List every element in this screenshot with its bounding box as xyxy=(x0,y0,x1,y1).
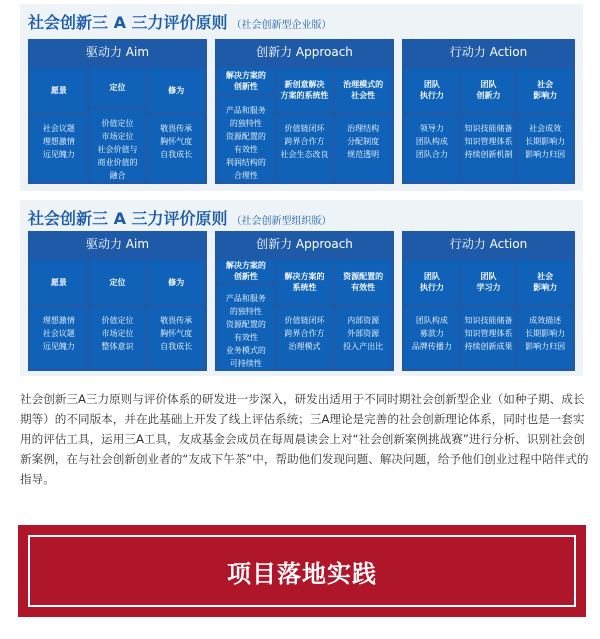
criteria-header-line: 影响力 xyxy=(533,91,558,100)
criteria-header xyxy=(31,260,87,304)
criteria-header-line: 修为 xyxy=(168,85,185,95)
group-aim xyxy=(28,231,207,371)
criteria-header-line: 执行力 xyxy=(419,283,444,292)
group-columns xyxy=(31,68,204,181)
group-approach xyxy=(215,231,394,371)
criteria-column xyxy=(277,260,333,368)
criteria-item: 知识技能储备 xyxy=(464,124,513,133)
criteria-header xyxy=(90,68,146,107)
criteria-header-line: 解决方案的 xyxy=(225,71,266,80)
criteria-column xyxy=(148,68,204,181)
criteria-items xyxy=(148,307,204,368)
criteria-header xyxy=(518,68,572,112)
criteria-item: 资源配置的 xyxy=(225,132,266,141)
panel-title: 社会创新三 A 三力评价原则 （社会创新型组织版） xyxy=(28,209,332,228)
criteria-item: 社会议题 xyxy=(42,124,75,133)
criteria-item: 长期影响力 xyxy=(525,137,566,146)
group-title: 创新力 Approach xyxy=(256,237,353,251)
criteria-items xyxy=(277,307,333,368)
criteria-item: 资源配置的 xyxy=(225,320,266,329)
criteria-item: 价值定位 xyxy=(101,119,134,128)
criteria-item: 治理模式 xyxy=(288,342,321,351)
criteria-header xyxy=(90,260,146,304)
criteria-items xyxy=(277,115,333,181)
criteria-item: 内部资源 xyxy=(347,316,380,325)
criteria-items xyxy=(218,285,274,369)
criteria-item: 敬畏传承 xyxy=(160,124,193,133)
criteria-header-line: 社会 xyxy=(537,80,554,89)
criteria-item: 理想激情 xyxy=(42,137,75,146)
criteria-item: 社会成效 xyxy=(529,124,562,133)
criteria-items xyxy=(90,307,146,368)
criteria-header xyxy=(218,260,274,282)
criteria-header xyxy=(335,260,391,304)
criteria-header xyxy=(218,68,274,94)
criteria-item: 产品和服务 xyxy=(225,106,266,115)
criteria-header-line: 方案的系统性 xyxy=(280,91,329,100)
criteria-header-line: 创新性 xyxy=(233,272,258,281)
criteria-items xyxy=(405,307,459,368)
criteria-items xyxy=(218,97,274,181)
banner-title: 项目落地实践 xyxy=(227,559,377,588)
evaluation-panel-enterprise xyxy=(20,4,583,191)
criteria-column xyxy=(405,68,459,181)
criteria-items xyxy=(90,110,146,181)
criteria-item: 社会价值与 xyxy=(97,145,138,154)
criteria-item: 融合 xyxy=(109,171,126,180)
criteria-header-line: 愿景 xyxy=(50,85,67,95)
criteria-header-line: 团队 xyxy=(423,80,440,89)
banner-frame xyxy=(28,535,576,607)
criteria-header-line: 愿景 xyxy=(50,277,67,287)
criteria-item: 团队构成 xyxy=(415,137,448,146)
criteria-item: 理想激情 xyxy=(42,316,75,325)
criteria-item: 整体意识 xyxy=(101,342,134,351)
criteria-items xyxy=(148,115,204,181)
criteria-header xyxy=(277,68,333,112)
criteria-column xyxy=(518,68,572,181)
criteria-column xyxy=(518,260,572,368)
criteria-items xyxy=(405,115,459,181)
group-title: 行动力 Action xyxy=(449,45,528,59)
criteria-header-line: 有效性 xyxy=(351,283,376,292)
criteria-header xyxy=(518,260,572,304)
criteria-item: 利润结构的 xyxy=(225,158,266,167)
criteria-item: 分配制度 xyxy=(347,137,380,146)
criteria-item: 的独特性 xyxy=(229,307,262,316)
criteria-column xyxy=(218,260,274,368)
criteria-column xyxy=(277,68,333,181)
criteria-items xyxy=(462,115,516,181)
criteria-items xyxy=(462,307,516,368)
criteria-item: 价值定位 xyxy=(101,316,134,325)
project-practice-banner xyxy=(18,525,586,617)
group-title: 驱动力 Aim xyxy=(85,45,150,59)
criteria-item: 产品和服务 xyxy=(225,294,266,303)
criteria-column xyxy=(462,68,516,181)
criteria-column xyxy=(218,68,274,181)
criteria-item: 外部资源 xyxy=(347,329,380,338)
group-title: 行动力 Action xyxy=(449,237,528,251)
criteria-item: 影响力归因 xyxy=(525,150,566,159)
criteria-header xyxy=(277,260,333,304)
criteria-item: 成效描述 xyxy=(529,316,562,325)
criteria-item: 自我成长 xyxy=(160,342,193,351)
criteria-item: 业务模式的 xyxy=(225,346,266,355)
criteria-header-line: 团队 xyxy=(480,272,497,281)
criteria-item: 自我成长 xyxy=(160,150,193,159)
criteria-header-line: 社会性 xyxy=(351,91,376,100)
criteria-item: 跨界合作方 xyxy=(284,329,325,338)
criteria-item: 投入产出比 xyxy=(343,342,384,351)
criteria-column xyxy=(335,68,391,181)
criteria-header xyxy=(462,260,516,304)
criteria-header xyxy=(148,260,204,304)
criteria-item: 治理结构 xyxy=(347,124,380,133)
criteria-items xyxy=(518,307,572,368)
criteria-item: 社会生态改良 xyxy=(280,150,329,159)
group-action xyxy=(402,231,575,371)
criteria-item: 持续创新机制 xyxy=(464,150,513,159)
criteria-header-line: 定位 xyxy=(109,277,126,287)
criteria-header xyxy=(335,68,391,112)
criteria-item: 领导力 xyxy=(419,124,444,133)
criteria-header-line: 修为 xyxy=(168,277,185,287)
criteria-item: 敬畏传承 xyxy=(160,316,193,325)
panel-title: 社会创新三 A 三力评价原则 （社会创新型企业版） xyxy=(28,13,332,32)
criteria-item: 募款力 xyxy=(419,329,444,338)
criteria-item: 影响力归因 xyxy=(525,342,566,351)
criteria-items xyxy=(335,115,391,181)
group-columns xyxy=(218,260,391,368)
criteria-header xyxy=(148,68,204,112)
criteria-header-line: 创新力 xyxy=(476,91,501,100)
criteria-header xyxy=(462,68,516,112)
criteria-items xyxy=(518,115,572,181)
group-columns xyxy=(31,260,204,368)
criteria-column xyxy=(31,68,87,181)
criteria-item: 知识技能储备 xyxy=(464,316,513,325)
criteria-header xyxy=(31,68,87,112)
group-title: 驱动力 Aim xyxy=(85,237,150,251)
criteria-item: 合理性 xyxy=(233,171,258,180)
criteria-items xyxy=(31,115,87,181)
group-columns xyxy=(405,260,572,368)
criteria-column xyxy=(31,260,87,368)
criteria-header-line: 创新性 xyxy=(233,82,258,91)
criteria-item: 团队合力 xyxy=(415,150,448,159)
criteria-item: 有效性 xyxy=(233,333,258,342)
criteria-header xyxy=(405,68,459,112)
criteria-column xyxy=(90,68,146,181)
criteria-item: 知识管理体系 xyxy=(464,137,513,146)
criteria-header-line: 治理模式的 xyxy=(343,80,384,89)
criteria-item: 远见魄力 xyxy=(42,150,75,159)
criteria-item: 社会议题 xyxy=(42,329,75,338)
criteria-header-line: 新创意解决 xyxy=(284,80,325,89)
group-action xyxy=(402,39,575,184)
criteria-header-line: 资源配置的 xyxy=(343,272,384,281)
criteria-item: 持续创新成果 xyxy=(464,342,513,351)
criteria-item: 品牌传播力 xyxy=(411,342,452,351)
criteria-item: 跨界合作方 xyxy=(284,137,325,146)
criteria-item: 市场定位 xyxy=(101,132,134,141)
criteria-item: 商业价值的 xyxy=(97,158,138,167)
criteria-items xyxy=(31,307,87,368)
criteria-item: 可持续性 xyxy=(229,359,262,368)
criteria-item: 长期影响力 xyxy=(525,329,566,338)
evaluation-panel-organization xyxy=(20,200,583,376)
criteria-header-line: 团队 xyxy=(423,272,440,281)
criteria-items xyxy=(335,307,391,368)
group-title: 创新力 Approach xyxy=(256,45,353,59)
criteria-column xyxy=(462,260,516,368)
criteria-header-line: 学习力 xyxy=(476,283,501,292)
criteria-item: 远见魄力 xyxy=(42,342,75,351)
criteria-item: 市场定位 xyxy=(101,329,134,338)
panel-subtitle: （社会创新型组织版） xyxy=(231,216,332,227)
criteria-item: 有效性 xyxy=(233,145,258,154)
criteria-column xyxy=(405,260,459,368)
criteria-header-line: 社会 xyxy=(537,272,554,281)
criteria-item: 胸怀气度 xyxy=(160,329,193,338)
group-columns xyxy=(405,68,572,181)
criteria-item: 价值链闭环 xyxy=(284,124,325,133)
criteria-item: 的独特性 xyxy=(229,119,262,128)
criteria-header-line: 影响力 xyxy=(533,283,558,292)
criteria-item: 知识管理体系 xyxy=(464,329,513,338)
group-columns xyxy=(218,68,391,181)
criteria-column xyxy=(90,260,146,368)
criteria-column xyxy=(335,260,391,368)
criteria-header-line: 解决方案的 xyxy=(284,272,325,281)
criteria-header-line: 系统性 xyxy=(292,283,317,292)
criteria-item: 规范透明 xyxy=(347,150,380,159)
criteria-item: 价值链闭环 xyxy=(284,316,325,325)
description-paragraph: 社会创新三A三力原则与评价体系的研发进一步深入，研发出适用于不同时期社会创新型企业（如种子期、成长期等）的不同版本，并在此基础上开发了线上评估系统；三A理论是完善的社会创新理论体系，同时也是一套实用的评估工具，运用三A工具，友成基金会成员在每周晨读会上对“社会创新案例挑战赛”进行分析、识别社会创新案例，在与社会创新创业者的“友成下午茶”中，帮助他们发现问题、解决问题，给予他们创业过程中陪伴式的指导。 xyxy=(20,392,589,486)
criteria-header-line: 执行力 xyxy=(419,91,444,100)
criteria-header-line: 团队 xyxy=(480,80,497,89)
group-approach xyxy=(215,39,394,184)
criteria-column xyxy=(148,260,204,368)
criteria-header-line: 解决方案的 xyxy=(225,261,266,270)
criteria-item: 胸怀气度 xyxy=(160,137,193,146)
criteria-header xyxy=(405,260,459,304)
criteria-header-line: 定位 xyxy=(109,83,126,92)
group-aim xyxy=(28,39,207,184)
criteria-item: 团队构成 xyxy=(415,316,448,325)
panel-subtitle: （社会创新型企业版） xyxy=(231,20,332,31)
